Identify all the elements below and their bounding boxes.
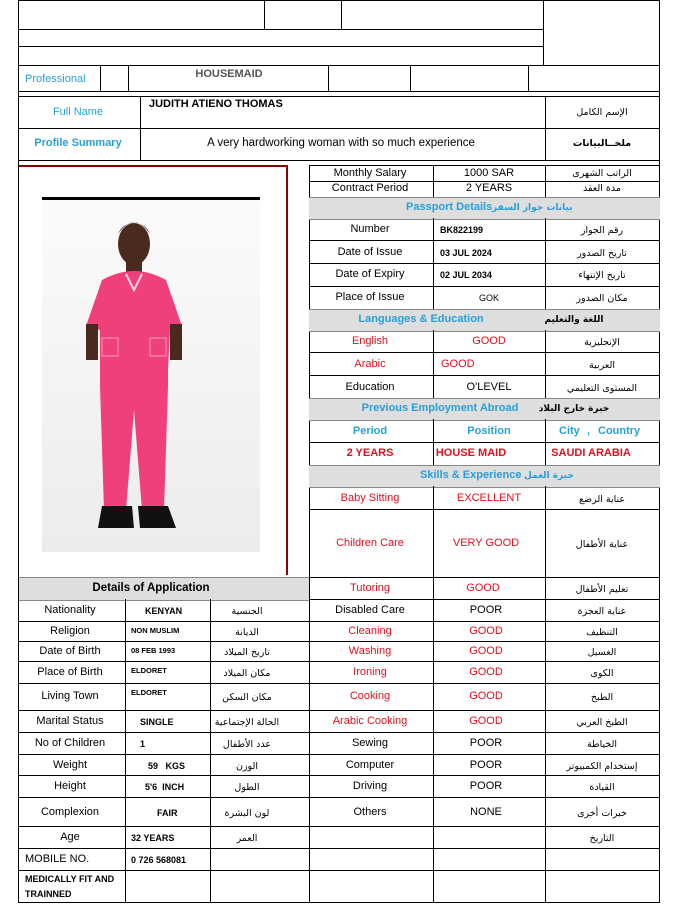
row-divider: [309, 870, 660, 871]
row-divider: [309, 240, 660, 241]
employment-position: HOUSE MAID: [435, 447, 507, 459]
skill-ar: الخياطة: [586, 739, 618, 750]
row-divider: [309, 599, 660, 600]
skill-ar: القيادة: [589, 782, 615, 793]
col-divider: [328, 65, 329, 91]
skills-title-ar: خبرة العمل: [524, 471, 574, 481]
row-divider: [309, 375, 660, 376]
row-divider: [309, 352, 660, 353]
row-divider: [18, 661, 309, 662]
mobile-label: MOBILE NO.: [25, 853, 90, 865]
skill-label: Cooking: [349, 690, 391, 702]
col-divider: [543, 0, 544, 65]
skill-ar: الطبخ العربي: [576, 717, 628, 728]
skill-label: Ironing: [353, 666, 387, 678]
skill-ar: إستخدام الكمبيوتر: [566, 761, 638, 772]
skill-ar: التنظيف: [586, 627, 618, 638]
skill-label: Cleaning: [348, 625, 392, 637]
app-value: 1: [140, 739, 146, 749]
education-value: O'LEVEL: [466, 381, 512, 393]
row-divider: [309, 263, 660, 264]
row-divider: [309, 754, 660, 755]
app-label: No of Children: [34, 737, 106, 749]
app-ar: مكان السكن: [222, 692, 272, 703]
row-divider: [18, 732, 309, 733]
skill-label: Children Care: [336, 537, 404, 549]
row-divider: [309, 775, 660, 776]
row-divider: [18, 641, 309, 642]
skill-value: GOOD: [469, 625, 503, 637]
skill-value: VERY GOOD: [452, 537, 520, 549]
passport-number-label: Number: [350, 223, 390, 235]
app-label: Nationality: [44, 604, 96, 616]
app-ar: الطول: [234, 782, 260, 793]
passport-title-ar: بيانات جواز السفر: [492, 203, 573, 213]
date-of-expiry-ar: تاريخ الإنتهاء: [578, 270, 626, 281]
salary-ar: الراتب الشهرى: [572, 168, 632, 179]
row-divider: [18, 96, 660, 97]
app-ar: الديانة: [235, 627, 259, 638]
professional-label: Professional: [25, 73, 86, 85]
col-divider: [125, 599, 126, 903]
app-value: SINGLE: [140, 717, 174, 727]
skill-ar: الكوى: [590, 668, 614, 679]
row-divider: [18, 683, 309, 684]
app-ar: لون البشرة: [224, 808, 270, 819]
col-divider: [100, 65, 101, 91]
skill-label: Baby Sitting: [340, 492, 400, 504]
app-label: Marital Status: [36, 715, 104, 727]
skill-ar: تعليم الأطفال: [575, 584, 629, 595]
date-of-expiry-label: Date of Expiry: [335, 268, 405, 280]
row-divider: [18, 128, 660, 129]
row-divider: [18, 826, 309, 827]
row-divider: [18, 621, 309, 622]
skill-label: Sewing: [351, 737, 389, 749]
row-divider: [309, 442, 660, 443]
app-label: Religion: [50, 625, 90, 637]
city-country-separator: ,: [587, 425, 591, 437]
app-label: Age: [60, 831, 80, 843]
row-divider: [18, 46, 543, 47]
skill-label: Driving: [352, 780, 388, 792]
profile-summary-label: Profile Summary: [34, 137, 122, 149]
skill-value: POOR: [469, 737, 503, 749]
skill-value: POOR: [469, 780, 503, 792]
app-value: NON MUSLIM: [131, 626, 180, 635]
languages-title: Languages & Education: [358, 313, 484, 325]
full-name-label: Full Name: [52, 106, 104, 118]
medical-line-1: MEDICALLY FIT AND: [25, 874, 115, 884]
skill-ar: الطبخ: [590, 692, 614, 703]
skill-value: GOOD: [469, 666, 503, 678]
col-divider: [545, 486, 546, 903]
app-value: FAIR: [157, 808, 178, 818]
row-divider: [18, 775, 309, 776]
skill-value: GOOD: [466, 582, 500, 594]
row-divider: [309, 848, 660, 849]
row-divider: [309, 797, 660, 798]
salary-value: 1000 SAR: [463, 167, 515, 179]
english-value: GOOD: [472, 335, 506, 347]
row-divider: [309, 286, 660, 287]
skill-ar: الغسيل: [587, 647, 617, 658]
app-value: ELDORET: [131, 688, 167, 697]
passport-number-ar: رقم الجواز: [580, 225, 624, 236]
app-label: Weight: [52, 759, 88, 771]
skill-value: POOR: [469, 604, 503, 616]
row-divider: [309, 621, 660, 622]
education-label: Education: [345, 381, 395, 393]
app-ar: الحالة الإجتماعية: [214, 717, 280, 728]
period-header: Period: [352, 425, 388, 437]
employment-title-ar: خبرة خارج البلاد: [538, 404, 610, 414]
app-label: Living Town: [41, 690, 99, 702]
contract-value: 2 YEARS: [465, 182, 513, 194]
skills-title: Skills & Experience: [420, 469, 522, 481]
col-divider: [210, 599, 211, 903]
row-divider: [18, 870, 309, 871]
contract-label: Contract Period: [331, 182, 409, 194]
app-ar: مكان الميلاد: [223, 668, 271, 679]
app-value: ELDORET: [131, 666, 167, 675]
skill-ar: عناية الرضع: [578, 494, 626, 505]
col-divider: [545, 330, 546, 398]
row-divider: [309, 826, 660, 827]
col-divider: [433, 330, 434, 398]
application-title: Details of Application: [92, 582, 210, 594]
salary-label: Monthly Salary: [333, 167, 407, 179]
row-divider: [309, 661, 660, 662]
medical-line-2: TRAINNED: [25, 889, 72, 899]
row-divider: [18, 29, 543, 30]
contract-ar: مدة العقد: [583, 183, 621, 194]
skill-value: POOR: [469, 759, 503, 771]
row-divider: [309, 732, 660, 733]
row-divider: [18, 160, 660, 161]
app-ar: تاريخ الميلاد: [224, 647, 270, 658]
skill-label: Arabic Cooking: [332, 715, 408, 727]
col-divider: [410, 65, 411, 91]
place-of-issue-label: Place of Issue: [335, 291, 405, 303]
app-label: Complexion: [40, 806, 100, 818]
employment-period: 2 YEARS: [346, 447, 394, 459]
app-ar: الوزن: [235, 761, 259, 772]
arabic-ar: العربية: [589, 360, 615, 371]
passport-number-value: BK822199: [440, 225, 484, 235]
profile-summary-ar: ملخــالبيانات: [572, 138, 632, 149]
app-value: 59 KGS: [148, 761, 186, 771]
col-divider: [528, 65, 529, 91]
date-of-issue-value: 03 JUL 2024: [440, 248, 492, 258]
row-divider: [309, 577, 660, 578]
date-of-issue-label: Date of Issue: [337, 246, 403, 258]
col-divider: [341, 0, 342, 29]
app-value: KENYAN: [145, 606, 183, 616]
employment-country: SAUDI ARABIA: [551, 447, 631, 459]
app-ar: العمر: [236, 833, 258, 844]
skill-ar: خبرات أخرى: [577, 808, 627, 819]
row-divider: [18, 91, 660, 92]
row-divider: [18, 710, 309, 711]
date-of-issue-ar: تاريخ الصدور: [577, 248, 627, 259]
app-value: 32 YEARS: [131, 833, 175, 843]
skill-value: GOOD: [469, 690, 503, 702]
position-value: HOUSEMAID: [195, 68, 263, 80]
profile-summary-value: A very hardworking woman with so much experience: [207, 137, 475, 149]
english-label: English: [351, 335, 389, 347]
row-divider: [18, 797, 309, 798]
app-value: 5'6 INCH: [145, 782, 185, 792]
col-divider: [140, 96, 141, 160]
skill-value: EXCELLENT: [456, 492, 522, 504]
col-divider: [545, 96, 546, 160]
row-divider: [309, 641, 660, 642]
app-label: Date of Birth: [39, 645, 101, 657]
skill-value: NONE: [470, 806, 502, 818]
row-divider: [309, 710, 660, 711]
date-of-expiry-value: 02 JUL 2034: [440, 270, 492, 280]
col-divider: [128, 65, 129, 91]
skill-label: Others: [353, 806, 387, 818]
app-label: Height: [54, 780, 86, 792]
col-divider: [264, 0, 265, 29]
skill-label: Tutoring: [350, 582, 390, 594]
arabic-label: Arabic: [354, 358, 386, 370]
row-divider: [309, 683, 660, 684]
languages-title-ar: اللغة والتعليم: [544, 315, 604, 325]
app-value: 08 FEB 1993: [131, 646, 176, 655]
full-name-value: JUDITH ATIENO THOMAS: [149, 98, 283, 110]
app-ar: عدد الأطفال: [222, 739, 272, 750]
row-divider: [18, 848, 309, 849]
place-of-issue-ar: مكان الصدور: [576, 293, 628, 304]
skill-ar: عناية العجزة: [577, 606, 627, 617]
app-label: Place of Birth: [37, 666, 103, 678]
skill-label: Washing: [348, 645, 392, 657]
row-divider: [309, 165, 660, 166]
full-name-ar: الإسم الكامل: [576, 107, 628, 118]
passport-title: Passport Details: [406, 201, 493, 213]
english-ar: الإنجليزية: [584, 337, 620, 348]
row-divider: [309, 509, 660, 510]
mobile-value: 0 726 568081: [131, 855, 187, 865]
candidate-photo: [42, 200, 260, 552]
skill-label: Disabled Care: [335, 604, 405, 616]
app-ar: الجنسية: [231, 606, 263, 617]
skill-ar: عناية الأطفال: [575, 539, 629, 550]
arabic-value: GOOD: [441, 358, 475, 370]
city-header: City: [559, 425, 580, 437]
candidate-figure-icon: [42, 200, 260, 552]
place-of-issue-value: GOK: [478, 293, 500, 303]
col-divider: [433, 486, 434, 903]
education-ar: المستوى التعليمي: [566, 383, 638, 394]
skill-value: GOOD: [469, 715, 503, 727]
country-header: Country: [598, 425, 641, 437]
skill-value: GOOD: [469, 645, 503, 657]
row-divider: [18, 65, 660, 66]
employment-title: Previous Employment Abroad: [361, 402, 519, 414]
col-divider: [309, 165, 310, 903]
position-header: Position: [467, 425, 511, 437]
row-divider: [18, 754, 309, 755]
skill-ar: التاريخ: [589, 833, 615, 844]
skill-label: Computer: [345, 759, 395, 771]
